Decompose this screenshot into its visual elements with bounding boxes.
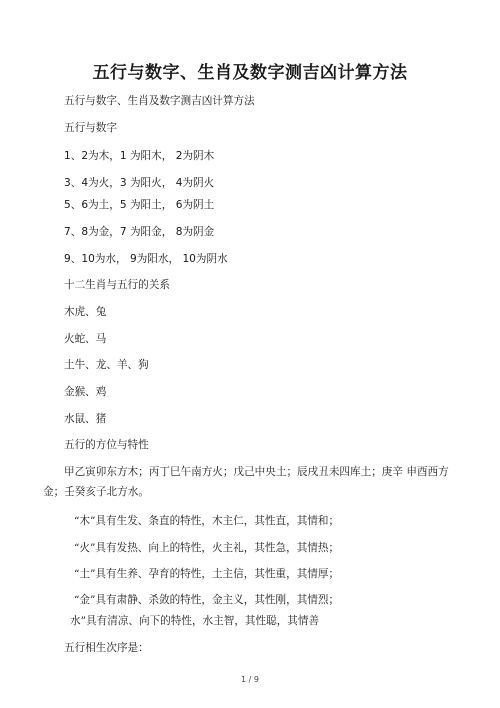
page-number: 1 / 9 [241, 675, 259, 684]
zodiac-line-metal: 金猴、鸡 [64, 386, 107, 398]
trait-line-earth: “土”具有生养、孕育的特性，土主信，其性重，其情厚； [74, 568, 340, 580]
zodiac-line-earth: 土牛、龙、羊、狗 [64, 359, 149, 371]
number-line-water: 9、10为水， 9为阳水， 10为阴水 [64, 253, 228, 265]
number-line-earth: 5、6为土，5 为阳土， 6为阴土 [64, 199, 215, 211]
number-line-fire: 3、4为火，3 为阳火， 4为阴火 [64, 177, 215, 189]
section-heading-directions: 五行的方位与特性 [64, 439, 149, 451]
document-title: 五行与数字、生肖及数字测吉凶计算方法 [92, 63, 408, 83]
zodiac-line-wood: 木虎、兔 [64, 306, 107, 318]
number-line-metal: 7、8为金，7 为阳金， 8为阴金 [64, 226, 215, 238]
zodiac-line-water: 水鼠、猪 [64, 413, 107, 425]
trait-line-wood: “木”具有生发、条直的特性，木主仁，其性直，其情和； [74, 515, 340, 527]
section-heading-zodiac: 十二生肖与五行的关系 [64, 279, 170, 291]
subtitle: 五行与数字、生肖及数字测吉凶计算方法 [64, 95, 255, 107]
zodiac-line-fire: 火蛇、马 [64, 333, 107, 345]
directions-paragraph: 甲乙寅卯东方木；丙丁巳午南方火；戊己中央土；辰戌丑未四库土；庚辛 申酉西方金；壬癸亥子北方水。 [43, 466, 449, 498]
section-heading-generation: 五行相生次序是： [64, 642, 149, 654]
trait-line-fire: “火”具有发热、向上的特性，火主礼，其性急，其情热； [74, 542, 340, 554]
trait-line-water: 水”具有清凉、向下的特性，水主智，其性聪，其情善 [70, 615, 320, 627]
section-heading-numbers: 五行与数字 [64, 122, 117, 134]
trait-line-metal: “金”具有肃静、杀敛的特性，金主义，其性刚，其情烈； [74, 594, 340, 606]
number-line-wood: 1、2为木，1 为阳木， 2为阴木 [64, 150, 215, 162]
